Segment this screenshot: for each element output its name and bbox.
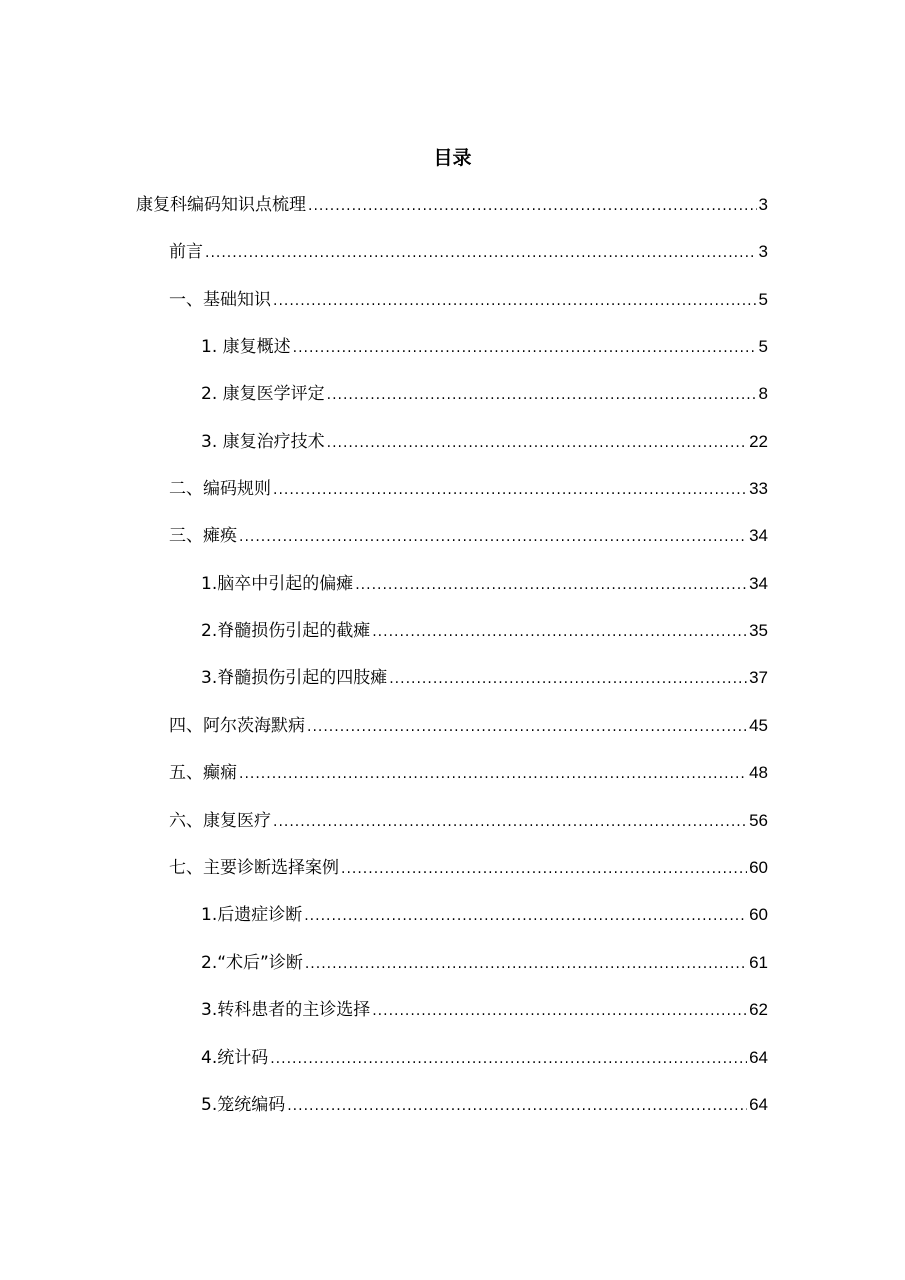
toc-entry-page: 22 — [749, 432, 768, 451]
toc-entry-text: 一、基础知识 — [169, 290, 271, 310]
toc-entry-page: 60 — [749, 858, 768, 877]
toc-entry-text: 五、癫痫 — [169, 763, 237, 783]
toc-entry-page: 34 — [749, 526, 768, 545]
dot-leader — [273, 807, 747, 837]
toc-entry-text: 四、阿尔茨海默病 — [169, 716, 305, 736]
toc-entry-page: 60 — [749, 905, 768, 924]
toc-entry[interactable] — [169, 711, 768, 741]
toc-entry-page: 64 — [749, 1048, 768, 1067]
toc-entry-text: 2.“术后”诊断 — [201, 953, 303, 973]
toc-entry[interactable] — [201, 900, 768, 930]
toc-entry[interactable] — [201, 379, 768, 409]
dot-leader — [307, 712, 747, 742]
toc-entry-page: 8 — [758, 384, 768, 403]
toc-entry-text: 七、主要诊断选择案例 — [169, 858, 339, 878]
toc-entry-text: 1. 康复概述 — [201, 337, 291, 357]
dot-leader — [273, 286, 757, 316]
dot-leader — [273, 475, 747, 505]
toc-entry-page: 64 — [749, 1095, 768, 1114]
dot-leader — [270, 1044, 747, 1074]
toc-entry[interactable] — [136, 190, 768, 220]
toc-entry[interactable] — [169, 758, 768, 788]
dot-leader — [327, 428, 747, 458]
toc-entry-page: 56 — [749, 811, 768, 830]
toc-entry[interactable] — [169, 237, 768, 267]
dot-leader — [287, 1091, 747, 1121]
toc-entry-page: 62 — [749, 1000, 768, 1019]
toc-entry-text: 1.后遗症诊断 — [201, 905, 303, 925]
toc-entry[interactable] — [169, 853, 768, 883]
toc-entry-page: 5 — [758, 337, 768, 356]
toc-entry-text: 5.笼统编码 — [201, 1095, 286, 1115]
dot-leader — [372, 617, 747, 647]
toc-entry-text: 3.转科患者的主诊选择 — [201, 1000, 371, 1020]
toc-entry-page: 3 — [758, 242, 768, 261]
toc-entry[interactable] — [201, 616, 768, 646]
dot-leader — [205, 238, 757, 268]
dot-leader — [355, 570, 747, 600]
dot-leader — [305, 949, 747, 979]
dot-leader — [239, 522, 747, 552]
toc-entry[interactable] — [201, 1043, 768, 1073]
toc-entry-text: 六、康复医疗 — [169, 811, 271, 831]
toc-entry[interactable] — [201, 427, 768, 457]
toc-entry-text: 3. 康复治疗技术 — [201, 432, 325, 452]
toc-entry-page: 34 — [749, 574, 768, 593]
toc-entry-page: 5 — [758, 290, 768, 309]
dot-leader — [389, 664, 747, 694]
dot-leader — [293, 333, 757, 363]
toc-entry-page: 48 — [749, 763, 768, 782]
toc-entry-page: 3 — [758, 195, 768, 214]
toc-entry-text: 2.脊髓损伤引起的截瘫 — [201, 621, 371, 641]
toc-entry-text: 4.统计码 — [201, 1048, 269, 1068]
toc-entry[interactable] — [201, 948, 768, 978]
dot-leader — [304, 901, 747, 931]
toc-entry-page: 61 — [749, 953, 768, 972]
dot-leader — [327, 380, 757, 410]
toc-entry[interactable] — [169, 285, 768, 315]
toc-entry[interactable] — [201, 995, 768, 1025]
toc-entry-text: 三、瘫痪 — [169, 526, 237, 546]
dot-leader — [372, 996, 747, 1026]
dot-leader — [239, 759, 747, 789]
toc-entry-page: 45 — [749, 716, 768, 735]
toc-entry-text: 康复科编码知识点梳理 — [136, 195, 306, 215]
toc-entry-page: 35 — [749, 621, 768, 640]
toc-entry[interactable] — [169, 474, 768, 504]
toc-entry[interactable] — [201, 569, 768, 599]
toc-entry-text: 前言 — [169, 242, 203, 262]
toc-entry-text: 二、编码规则 — [169, 479, 271, 499]
toc-entry[interactable] — [169, 521, 768, 551]
toc-entry-text: 1.脑卒中引起的偏瘫 — [201, 574, 354, 594]
toc-entry[interactable] — [169, 806, 768, 836]
toc-title: 目录 — [433, 147, 472, 169]
toc-entry-page: 33 — [749, 479, 768, 498]
toc-entry[interactable] — [201, 332, 768, 362]
dot-leader — [341, 854, 747, 884]
toc-entry-text: 2. 康复医学评定 — [201, 384, 325, 404]
toc-entry-page: 37 — [749, 668, 768, 687]
dot-leader — [308, 191, 757, 221]
toc-entry-text: 3.脊髓损伤引起的四肢瘫 — [201, 668, 388, 688]
toc-entry[interactable] — [201, 663, 768, 693]
toc-entry[interactable] — [201, 1090, 768, 1120]
